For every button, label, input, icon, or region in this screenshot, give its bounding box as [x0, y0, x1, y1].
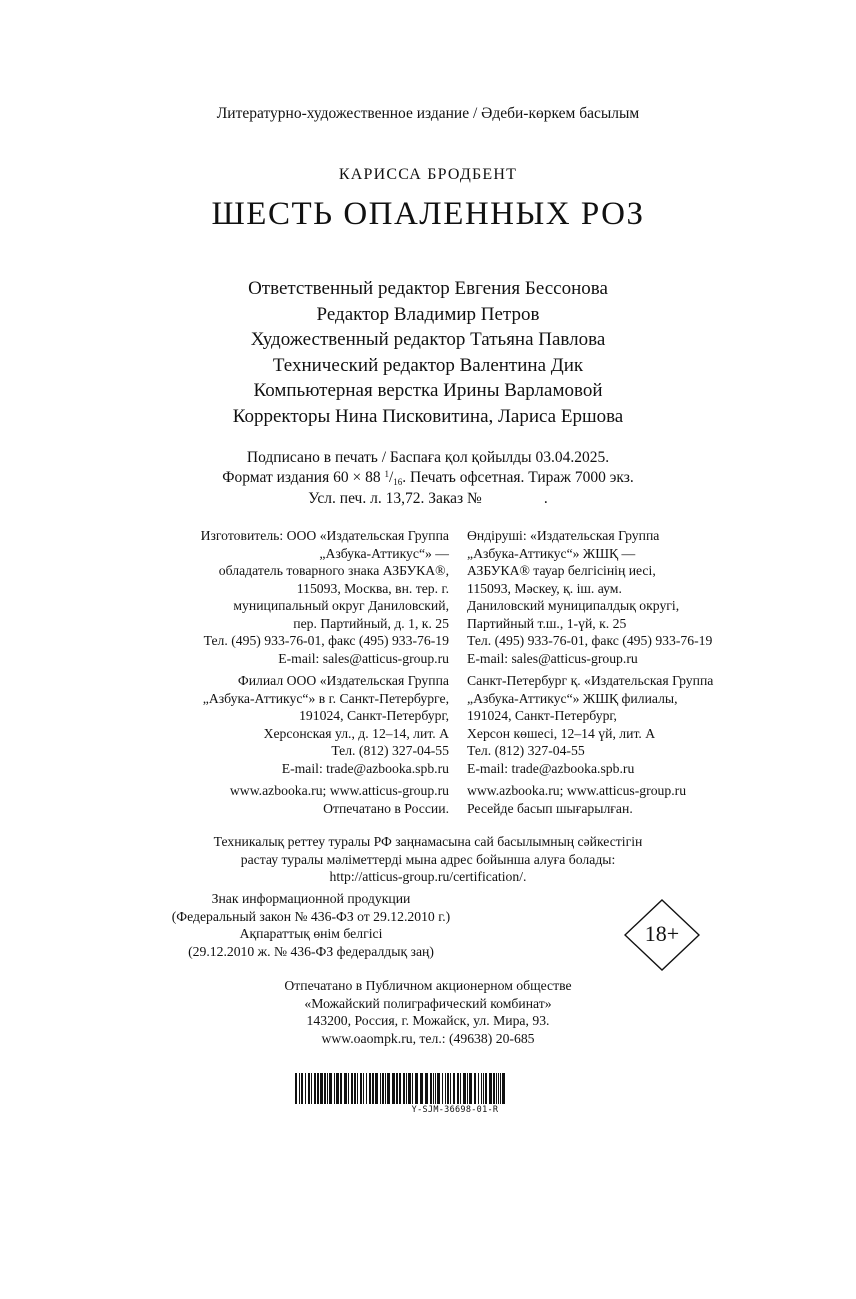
branch-ru-line: Филиал ООО «Издательская Группа [237, 673, 449, 688]
barcode-bar [483, 1073, 484, 1104]
branch-kz [467, 672, 787, 777]
barcode-bar [453, 1073, 455, 1104]
barcode-bar [474, 1073, 476, 1104]
credit-line: Ответственный редактор Евгения Бессонова [248, 278, 608, 299]
barcode-bar [435, 1073, 436, 1104]
barcode-bar [336, 1073, 339, 1104]
format-denominator: 16 [393, 476, 403, 487]
series-label: Литературно-художественное издание / Әдеби-көркем басылым [216, 105, 640, 122]
age-rating-text: 18+ [644, 921, 680, 946]
web-ru [129, 782, 449, 817]
barcode-bar [420, 1073, 423, 1104]
printer-line: 143200, Россия, г. Можайск, ул. Мира, 93. [306, 1013, 550, 1028]
barcode-bar [385, 1073, 386, 1104]
barcode-bar [442, 1073, 443, 1104]
manufacturer-kz-email: E-mail: sales@atticus-group.ru [467, 650, 638, 666]
manufacturer-kz-line: АЗБУКА® тауар белгісінің иесі, [467, 563, 656, 578]
branch-ru-line: „Азбука-Аттикус“» в г. Санкт-Петербурге, [202, 690, 449, 706]
barcode-bar [403, 1073, 405, 1104]
barcode-bar [295, 1073, 297, 1104]
barcode-bar [408, 1073, 411, 1104]
barcode-bar [369, 1073, 371, 1104]
credit-line: Технический редактор Валентина Дик [272, 354, 584, 376]
manufacturer-kz [467, 527, 787, 667]
web-ru-sites: www.azbooka.ru; www.atticus-group.ru [229, 783, 449, 798]
book-title: ШЕСТЬ ОПАЛЕННЫХ РОЗ [211, 196, 645, 232]
barcode-bar [344, 1073, 347, 1104]
credit-line: Компьютерная верстка Ирины Варламовой [253, 380, 603, 402]
barcode-bar [412, 1073, 413, 1104]
barcode-bar [457, 1073, 459, 1104]
barcode-bar [360, 1073, 362, 1104]
barcode-bar [348, 1073, 349, 1104]
barcode-bar [372, 1073, 374, 1104]
manufacturer-kz-line: Өндіруші: «Издательская Группа [467, 528, 660, 543]
barcode-bar [334, 1073, 335, 1104]
printer-line: www.oaompk.ru, тел.: (49638) 20-685 [321, 1030, 535, 1046]
signed-date: Подписано в печать / Баспаға қол қойылды 03.04.2025. [246, 449, 610, 466]
branch-ru [129, 672, 449, 777]
barcode-bar [308, 1073, 310, 1104]
manufacturer-kz-line: Партийный т.ш., 1-үй, к. 25 [467, 615, 627, 631]
barcode-bar [396, 1073, 398, 1104]
barcode-bar [467, 1073, 468, 1104]
barcode-bar [354, 1073, 356, 1104]
manufacturer-ru-line: пер. Партийный, д. 1, к. 25 [293, 615, 449, 631]
manufacturer-ru-line: Тел. (495) 933-76-01, факс (495) 933-76-19 [203, 633, 449, 648]
barcode-bar [340, 1073, 342, 1104]
manufacturer-ru [129, 527, 449, 667]
barcode-bar [399, 1073, 401, 1104]
printer-line: Отпечатано в Публичном акционерном обществе [284, 978, 572, 993]
manufacturer-kz-line: Даниловский муниципалдық округі, [467, 598, 680, 613]
manufacturer-ru-email: E-mail: sales@atticus-group.ru [278, 650, 449, 666]
branch-kz-line: Санкт-Петербург қ. «Издательская Группа [467, 673, 714, 688]
branch-kz-line: Херсон көшесі, 12–14 үй, лит. А [467, 725, 656, 741]
format-prefix: Формат издания 60 × 88 [222, 468, 381, 486]
barcode-bar [445, 1073, 446, 1104]
author-name: КАРИССА БРОДБЕНТ [338, 166, 518, 183]
manufacturer-kz-line: Тел. (495) 933-76-01, факс (495) 933-76-19 [467, 633, 713, 648]
info-sign-line: (29.12.2010 ж. № 436-ФЗ федералдық заң) [188, 943, 434, 959]
certification-url: http://atticus-group.ru/certification/. [329, 869, 527, 884]
credit-line: Корректоры Нина Писковитина, Лариса Ершова [232, 405, 624, 427]
barcode-bar [324, 1073, 326, 1104]
barcode-bar [460, 1073, 461, 1104]
manufacturer-ru-line: 115093, Москва, вн. тер. г. [296, 580, 449, 596]
certification-block [0, 833, 856, 886]
barcode-bar [450, 1073, 451, 1104]
manufacturer-kz-line: „Азбука-Аттикус“» ЖШҚ — [467, 545, 636, 561]
barcode-code: Y-SJM-36698-01-R [411, 1105, 499, 1115]
credit-line: Редактор Владимир Петров [316, 303, 540, 325]
branch-kz-line: „Азбука-Аттикус“» ЖШҚ филиалы, [467, 690, 678, 706]
certification-line: растау туралы мәліметтерді мына адрес бойынша алуға болады: [240, 851, 616, 867]
printer-line: «Можайский полиграфический комбинат» [304, 995, 552, 1011]
barcode-bar [415, 1073, 418, 1104]
barcode-bar [433, 1073, 434, 1104]
barcode-bar [481, 1073, 482, 1104]
barcode-icon [295, 1073, 507, 1104]
web-kz [467, 782, 787, 817]
barcode-bar [305, 1073, 306, 1104]
barcode-bar [329, 1073, 332, 1104]
barcode-bar [320, 1073, 323, 1104]
barcode-bar [447, 1073, 449, 1104]
barcode-bar [387, 1073, 390, 1104]
barcode-bar [469, 1073, 472, 1104]
barcode-bar [357, 1073, 358, 1104]
web-kz-printed: Ресейде басып шығарылған. [467, 800, 633, 816]
barcode-bar [301, 1073, 303, 1104]
format-numerator: 1 [384, 468, 389, 479]
barcode-bar [363, 1073, 364, 1104]
barcode-bar [406, 1073, 407, 1104]
printer-block [0, 977, 856, 1047]
format-line: Формат издания 60 × 88 $^1$/16. Печать офсетная. Тираж 7000 экз. [222, 468, 634, 487]
barcode-bar [425, 1073, 428, 1104]
branch-kz-line: Тел. (812) 327-04-55 [467, 743, 585, 758]
print-info-block [0, 448, 856, 509]
web-kz-sites: www.azbooka.ru; www.atticus-group.ru [467, 783, 687, 798]
barcode-bar [375, 1073, 378, 1104]
credits-block [0, 276, 856, 430]
credit-line: Художественный редактор Татьяна Павлова [250, 329, 606, 351]
branch-kz-line: 191024, Санкт-Петербург, [467, 708, 617, 723]
barcode-bar [463, 1073, 466, 1104]
format-suffix: . Печать офсетная. Тираж 7000 экз. [402, 468, 634, 486]
barcode-bar [437, 1073, 440, 1104]
info-sign-line: Знак информационной продукции [211, 891, 411, 906]
barcode-bar [311, 1073, 312, 1104]
info-sign-line: (Федеральный закон № 436-ФЗ от 29.12.2010 г.) [171, 908, 451, 924]
barcode-bar [485, 1073, 487, 1104]
certification-line: Техникалық реттеу туралы РФ заңнамасына сай басылымның сәйкестігін [213, 834, 643, 849]
order-line: Усл. печ. л. 13,72. Заказ № . [308, 490, 548, 507]
barcode-bar [493, 1073, 495, 1104]
branch-ru-line: Тел. (812) 327-04-55 [331, 743, 449, 758]
barcode-bar [500, 1073, 501, 1104]
barcode-bar [502, 1073, 505, 1104]
web-ru-printed: Отпечатано в России. [323, 800, 449, 816]
barcode-bar [430, 1073, 432, 1104]
barcode-bar [314, 1073, 316, 1104]
barcode-bar [351, 1073, 353, 1104]
age-rating-badge [624, 899, 700, 971]
barcode-bar [496, 1073, 497, 1104]
barcode-bar [489, 1073, 492, 1104]
manufacturer-ru-line: „Азбука-Аттикус“» — [319, 545, 449, 561]
barcode-bar [366, 1073, 367, 1104]
barcode-bar [327, 1073, 328, 1104]
branch-ru-line: Херсонская ул., д. 12–14, лит. А [263, 725, 449, 741]
manufacturer-ru-line: Изготовитель: ООО «Издательская Группа [200, 528, 449, 543]
barcode-bar [478, 1073, 479, 1104]
branch-ru-line: 191024, Санкт-Петербург, [299, 708, 449, 723]
barcode-bar [392, 1073, 395, 1104]
manufacturer-ru-line: обладатель товарного знака АЗБУКА®, [218, 563, 449, 578]
barcode-bar [382, 1073, 384, 1104]
barcode-bar [317, 1073, 319, 1104]
info-sign-line: Ақпараттық өнім белгісі [239, 926, 383, 941]
barcode-bar [380, 1073, 381, 1104]
barcode-bar [498, 1073, 499, 1104]
branch-kz-email: E-mail: trade@azbooka.spb.ru [467, 760, 635, 776]
manufacturer-ru-line: муниципальный округ Даниловский, [233, 598, 449, 613]
manufacturer-kz-line: 115093, Мәскеу, қ. іш. аум. [467, 580, 622, 596]
branch-ru-email: E-mail: trade@azbooka.spb.ru [281, 760, 449, 776]
info-sign-block [0, 890, 622, 960]
barcode-bar [299, 1073, 300, 1104]
